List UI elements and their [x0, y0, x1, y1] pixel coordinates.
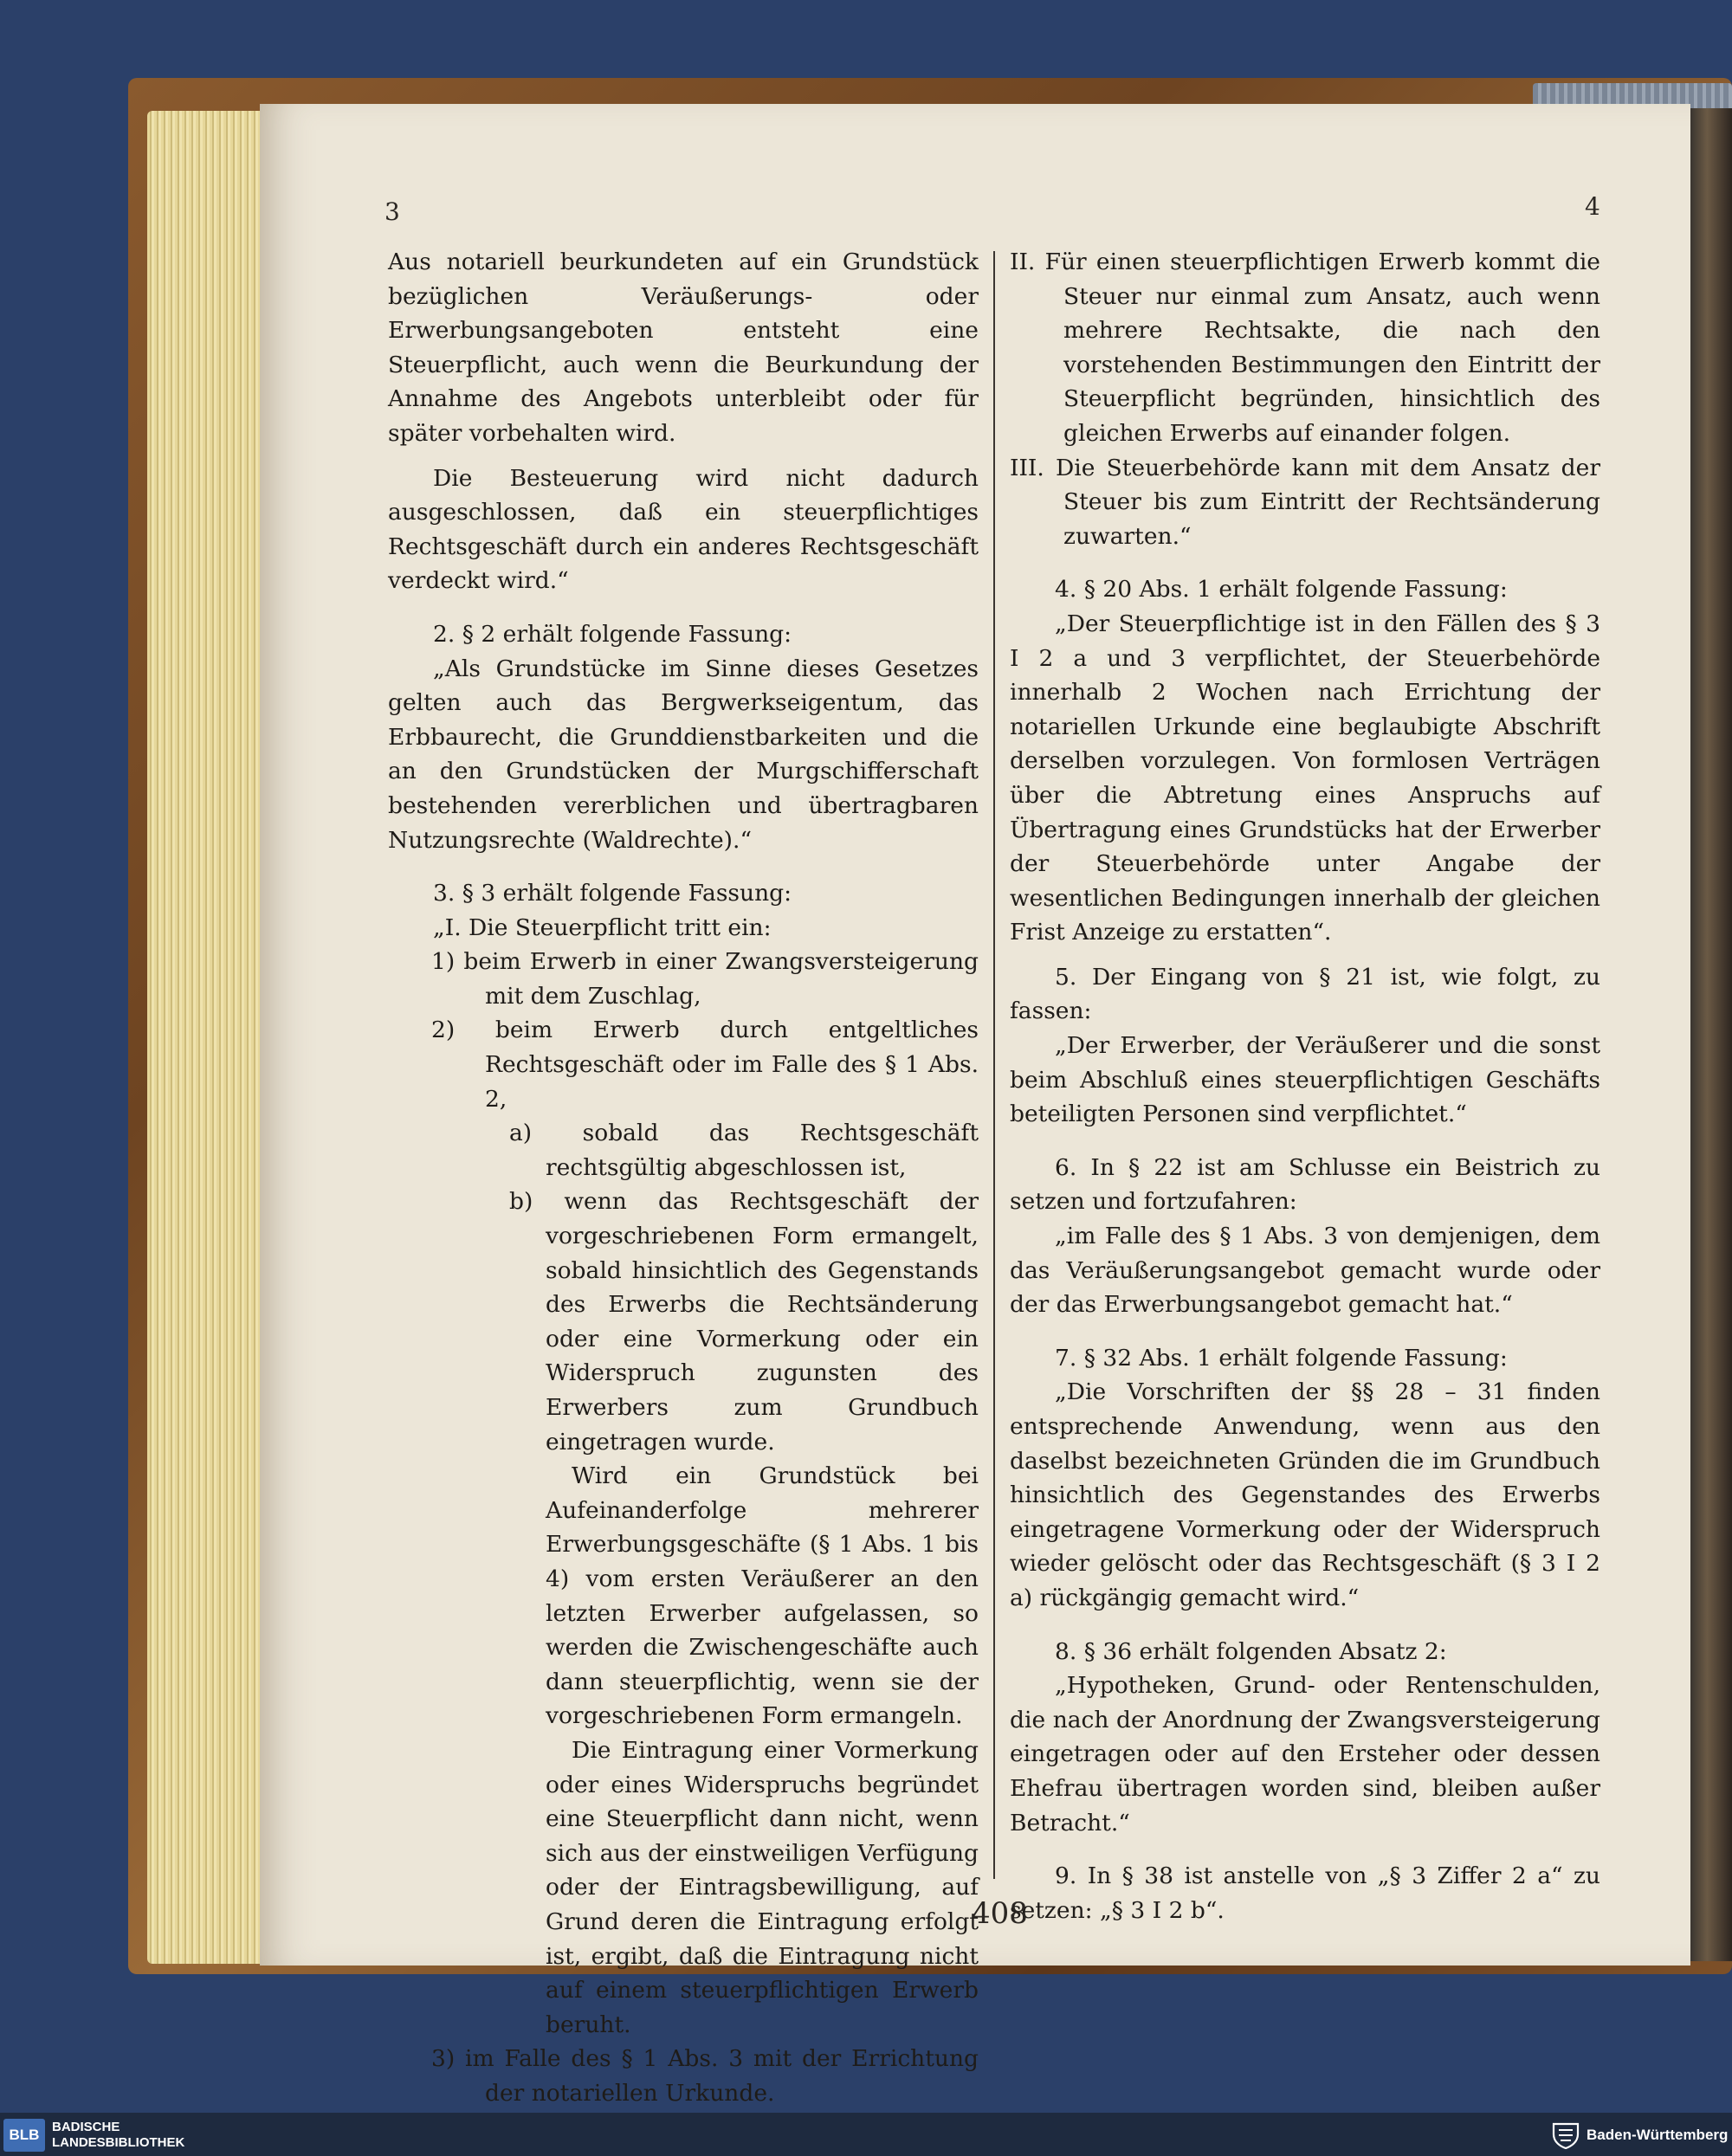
paragraph: 4. § 20 Abs. 1 erhält folgende Fassung: — [1055, 576, 1508, 604]
page-edges — [147, 111, 277, 1964]
paragraph: „I. Die Steuerpflicht tritt ein: — [433, 913, 772, 941]
paragraph: „Der Steuerpflichtige ist in den Fällen des § 3 I 2 a und 3 verpflichtet, der Steuerbehörde innerhalb 2 Wochen nach Errichtung der notariellen Urkunde eine beglaubigte Abschrift derselben vorzulegen. Von formlosen Verträgen über die Abtretung eines Anspruchs auf Übertragung eines Grundstücks hat der Erwerber der Steuerbehörde unter Angabe der wesentlichen Bedingungen innerhalb der gleichen Frist Anzeige zu erstatten“. — [1010, 610, 1600, 946]
right-page-number: 4 — [1585, 192, 1600, 221]
paragraph: a) sobald das Rechtsgeschäft rechtsgültig abgeschlossen ist, — [509, 1120, 979, 1181]
paragraph: „Die Vorschriften der §§ 28 – 31 finden entsprechende Anwendung, wenn aus den daselbst bezeichneten Gründen die im Grundbuch hinsichtlich des Gegenstandes des Erwerbs eingetragene Vormerkung oder der Widerspruch wieder gelöscht oder das Rechtsgeschäft (§ 3 I 2 a) rückgängig gemacht wird.“ — [1010, 1378, 1600, 1611]
paragraph: 6. In § 22 ist am Schlusse ein Beistrich zu setzen und fortzufahren: — [1010, 1153, 1600, 1216]
paragraph: „im Falle des § 1 Abs. 3 von demjenigen, dem das Veräußerungsangebot gemacht wurde oder der das Erwerbungsangebot gemacht hat.“ — [1010, 1223, 1600, 1319]
left-page-number: 3 — [385, 197, 400, 226]
baden-wuerttemberg-label[interactable]: Baden-Württemberg — [1587, 2127, 1729, 2143]
right-text-column — [1010, 245, 1600, 1927]
paragraph: 3) im Falle des § 1 Abs. 3 mit der Errichtung der notariellen Urkunde. — [431, 2045, 979, 2107]
paragraph: 1) beim Erwerb in einer Zwangsversteigerung mit dem Zuschlag, — [431, 948, 979, 1010]
library-name-line1: BADISCHE — [52, 2120, 120, 2134]
paragraph: 8. § 36 erhält folgenden Absatz 2: — [1055, 1637, 1447, 1665]
paragraph: II. Für einen steuerpflichtigen Erwerb kommt die Steuer nur einmal zum Ansatz, auch wenn mehrere Rechtsakte, die nach den vorstehenden Bestimmungen den Eintritt der Steuerpflicht begründen, hinsichtlich des gleichen Erwerbs auf einander folgen. — [1010, 249, 1600, 447]
paragraph: „Hypotheken, Grund- oder Rentenschulden, die nach der Anordnung der Zwangsversteigerung eingetragen oder auf den Ersteher oder dessen Ehefrau übertragen worden sind, bleiben außer Betracht.“ — [1010, 1672, 1600, 1836]
paragraph: „Der Erwerber, der Veräußerer und die sonst beim Abschluß eines steuerpflichtigen Geschäfts beteiligten Personen sind verpflichtet.“ — [1010, 1032, 1600, 1128]
paragraph: Die Eintragung einer Vormerkung oder eines Widerspruchs begründet eine Steuerpflicht dann nicht, wenn sich aus der einstweiligen Verfügung oder der Eintragsbewilligung, auf Grund deren die Eintragung erfolgt ist, ergibt, daß die Eintragung nicht auf einem steuerpflichtigen Erwerb beruht. — [546, 1736, 979, 2038]
library-name-line2: LANDESBIBLIOTHEK — [52, 2135, 185, 2150]
paragraph: 2) beim Erwerb durch entgeltliches Rechtsgeschäft oder im Falle des § 1 Abs. 2, — [431, 1017, 979, 1113]
page-right-edge — [1690, 108, 1732, 1961]
paragraph: III. Die Steuerbehörde kann mit dem Ansatz der Steuer bis zum Eintritt der Rechtsänderung zuwarten.“ — [1010, 454, 1600, 550]
paragraph: 9. In § 38 ist anstelle von „§ 3 Ziffer 2 a“ zu setzen: „§ 3 I 2 b“. — [1010, 1862, 1600, 1924]
paragraph: Aus notariell beurkundeten auf ein Grundstück bezüglichen Veräußerungs- oder Erwerbungsangeboten entsteht eine Steuerpflicht, auch wenn die Beurkundung der Annahme des Angebots unterbleibt oder für später vorbehalten wird. — [388, 249, 979, 447]
blb-logo[interactable]: BLB — [3, 2119, 45, 2152]
coat-of-arms-icon — [1550, 2121, 1581, 2149]
paragraph: Wird ein Grundstück bei Aufeinanderfolge mehrerer Erwerbungsgeschäfte (§ 1 Abs. 1 bis 4) vom ersten Veräußerer an den letzten Erwerber aufgelassen, so werden die Zwischengeschäfte auch dann steuerpflichtig, wenn sie der vorgeschriebenen Form ermangeln. — [546, 1462, 979, 1730]
folio-number: 408 — [972, 1896, 1028, 1931]
paragraph: 3. § 3 erhält folgende Fassung: — [433, 880, 792, 907]
paragraph: 5. Der Eingang von § 21 ist, wie folgt, zu fassen: — [1010, 963, 1600, 1025]
footer-bar — [0, 2113, 1732, 2156]
library-name[interactable] — [52, 2120, 184, 2151]
paragraph: 7. § 32 Abs. 1 erhält folgende Fassung: — [1055, 1344, 1508, 1372]
paragraph: 2. § 2 erhält folgende Fassung: — [433, 620, 792, 648]
paragraph: „Als Grundstücke im Sinne dieses Gesetzes gelten auch das Bergwerkseigentum, das Erbbaurecht, die Grunddienstbarkeiten und die an den Grundstücken der Murgschifferschaft bestehenden vererblichen und übertragbaren Nutzungsrechte (Waldrechte).“ — [388, 655, 979, 854]
column-divider — [993, 251, 995, 1879]
left-text-column — [388, 245, 979, 2110]
paragraph: Die Besteuerung wird nicht dadurch ausgeschlossen, daß ein steuerpflichtiges Rechtsgeschäft durch ein anderes Rechtsgeschäft verdeckt wird.“ — [388, 464, 979, 595]
paragraph: b) wenn das Rechtsgeschäft der vorgeschriebenen Form ermangelt, sobald hinsichtlich des Gegenstands des Erwerbs die Rechtsänderung oder eine Vormerkung oder ein Widerspruch zugunsten des Erwerbers zum Grundbuch eingetragen wurde. — [509, 1188, 979, 1456]
